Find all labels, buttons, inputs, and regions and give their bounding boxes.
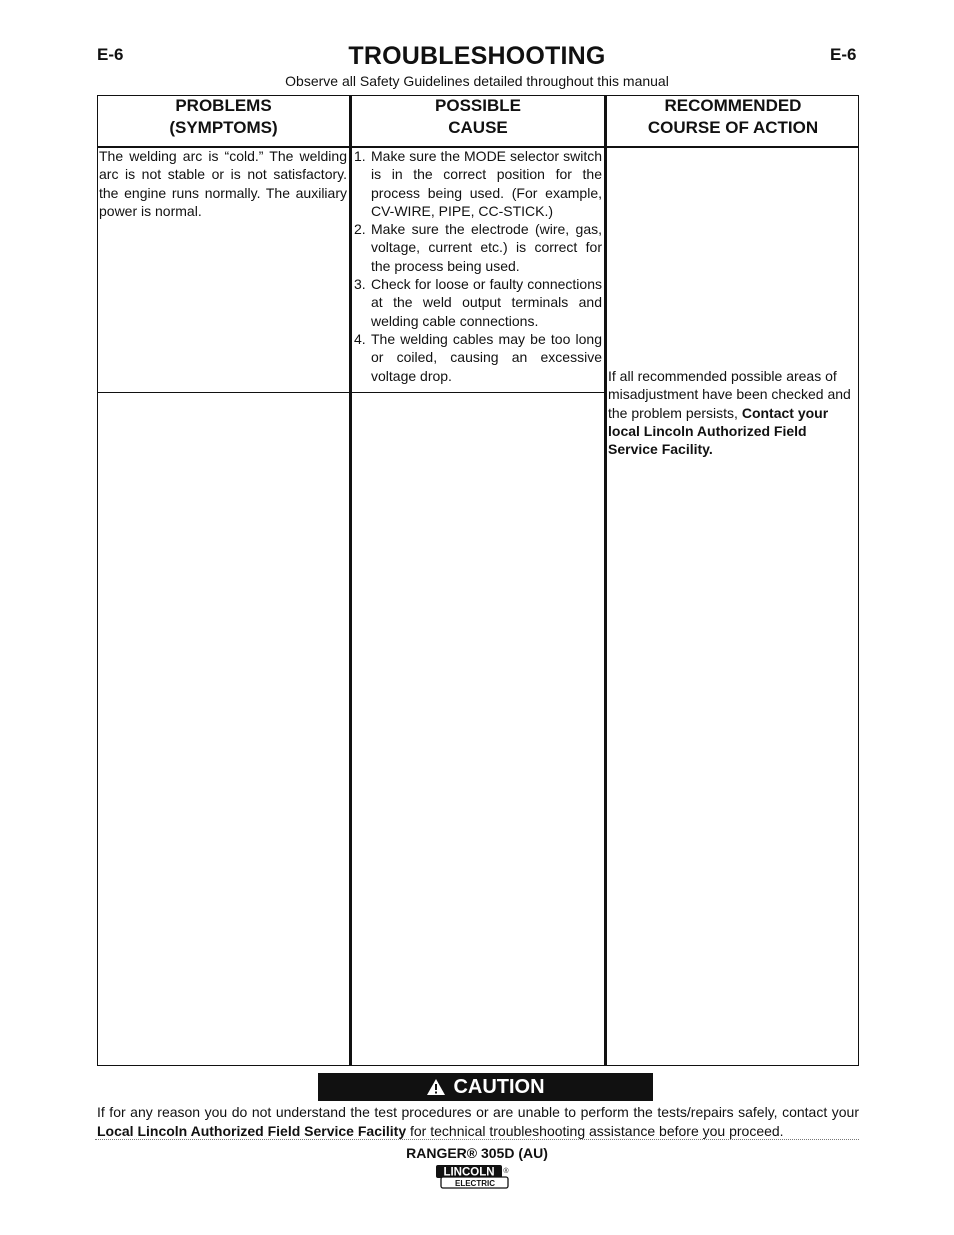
row-separator [97, 392, 605, 393]
logo-bottom-text: ELECTRIC [455, 1179, 495, 1188]
action-contact-bold: Contact your local Lincoln Authorized Field Service Facility. [608, 404, 829, 458]
caution-text-bold: Local Lincoln Authorized Field Service Facility [97, 1123, 407, 1139]
cause-text: Make sure the electrode (wire, gas, voltage, current etc.) is correct for the process being used. [371, 221, 602, 274]
caution-text-part: If for any reason you do not understand the test procedures or are unable to perform the tests/repairs safely, contact your [97, 1104, 859, 1120]
header-cause [352, 95, 604, 148]
footer-divider [95, 1139, 859, 1140]
cause-item [352, 220, 602, 275]
header-problems-line1: PROBLEMS [175, 96, 272, 115]
cause-item [352, 330, 602, 385]
header-problems [97, 95, 350, 148]
logo-registered-mark: ® [503, 1168, 509, 1175]
cause-item [352, 147, 602, 220]
caution-text-part: for technical troubleshooting assistance before you proceed. [406, 1123, 784, 1139]
header-cause-line2: CAUSE [448, 118, 508, 137]
problem-symptom: The welding arc is “cold.” The welding arc is not stable or is not satisfactory. the engine runs normally. The auxiliary power is normal. [99, 148, 347, 219]
header-problems-line2: (SYMPTOMS) [169, 118, 278, 137]
header-action-line2: COURSE OF ACTION [647, 118, 819, 137]
header-action-line1: RECOMMENDED [664, 96, 802, 115]
caution-label: CAUTION [453, 1075, 545, 1098]
cause-list [352, 147, 602, 385]
cause-item [352, 275, 602, 330]
lincoln-electric-logo [435, 1164, 511, 1190]
action-text: If all recommended possible areas of misadjustment have been checked and the problem persists, [608, 368, 851, 421]
cause-text: Check for loose or faulty connections at the weld output terminals and welding cable connections. [371, 276, 602, 329]
warning-triangle-icon [426, 1078, 446, 1096]
model-name: RANGER® 305D (AU) [406, 1145, 548, 1161]
header-action [607, 95, 859, 148]
logo-top-text: LINCOLN [443, 1166, 495, 1179]
cause-text: Make sure the MODE selector switch is in the correct position for the process being used. (For example, CV-WIRE, PIPE, CC-STICK.) [371, 148, 602, 219]
cause-number: 4. [354, 330, 366, 347]
recommended-action [608, 367, 858, 458]
cause-number: 2. [354, 221, 366, 238]
cause-text: The welding cables may be too long or coiled, causing an excessive voltage drop. [371, 330, 602, 384]
page-title: TROUBLESHOOTING [348, 42, 606, 70]
page-number-right: E-6 [830, 45, 857, 64]
header-cause-line1: POSSIBLE [435, 96, 521, 115]
cause-number: 1. [354, 148, 366, 164]
cause-number: 3. [354, 276, 366, 293]
caution-text [97, 1103, 859, 1141]
caution-banner [318, 1073, 653, 1101]
column-divider [604, 95, 607, 1066]
page-number-left: E-6 [97, 45, 124, 64]
safety-subtitle: Observe all Safety Guidelines detailed throughout this manual [285, 73, 669, 89]
